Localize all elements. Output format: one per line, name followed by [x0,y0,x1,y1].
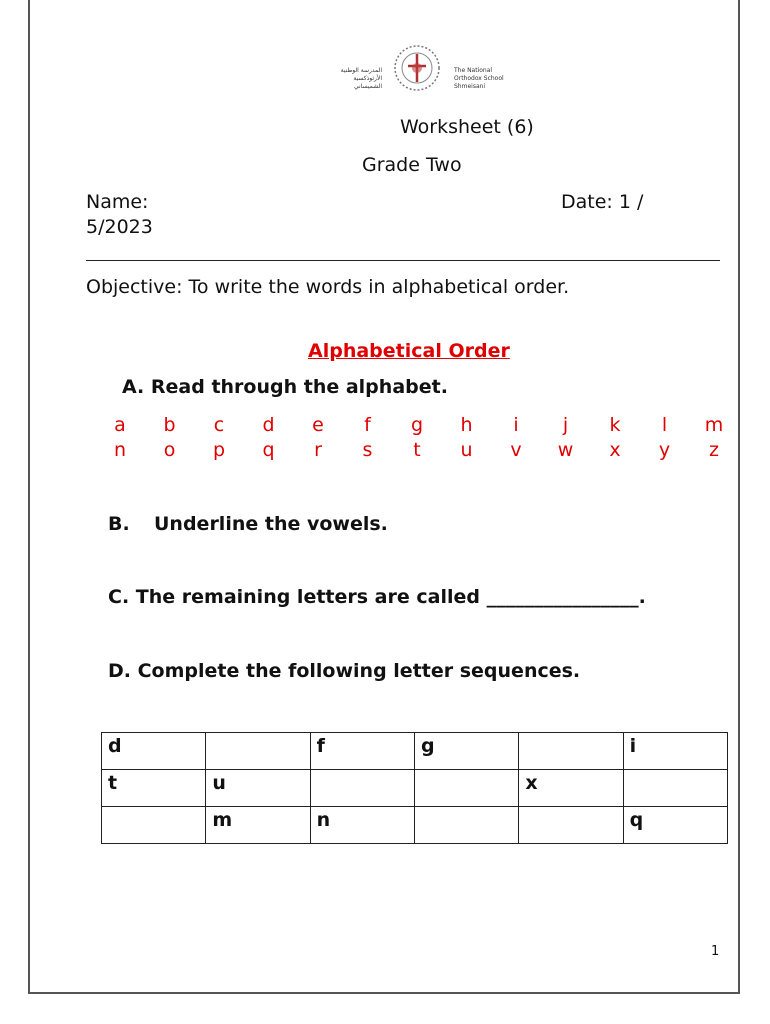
header-divider [86,260,720,261]
alphabet-letter: m [704,414,724,436]
alphabet-letter: g [410,414,424,436]
alphabet-letter: v [510,439,522,461]
sequence-cell[interactable]: q [623,807,727,844]
sequence-cell[interactable] [623,770,727,807]
table-row [102,733,728,770]
alphabet-letter: j [562,414,569,436]
sequence-cell[interactable] [414,770,518,807]
alphabet-letter: b [163,414,176,436]
alphabet-letter: s [362,439,373,461]
sequence-cell[interactable] [206,733,310,770]
sequence-cell[interactable]: t [102,770,206,807]
sequence-cell[interactable]: u [206,770,310,807]
letter-sequence-table [101,732,728,844]
alphabet-letter: z [709,439,719,461]
sequence-cell[interactable] [414,807,518,844]
alphabet-letter: o [163,439,176,461]
part-a-instruction: A. Read through the alphabet. [122,376,448,398]
date-label: Date: 1 / [561,191,644,213]
alphabet-letter: q [262,439,275,461]
svg-text:Orthodox School: Orthodox School [454,75,504,82]
alphabet-letter: p [212,439,226,461]
logo-arabic-text: المدرسة الوطنية [340,67,382,74]
part-b-instruction: Underline the vowels. [154,513,388,535]
table-row [102,807,728,844]
sequence-cell[interactable]: i [623,733,727,770]
alphabet-letter: d [262,414,275,436]
alphabet-letter: t [413,439,421,461]
grade-label: Grade Two [362,154,462,176]
objective-text: Objective: To write the words in alphabetical order. [86,276,570,298]
alphabet-letter: y [658,439,671,461]
sequence-cell[interactable] [102,807,206,844]
alphabet-row-1 [110,414,724,436]
worksheet-page [28,0,740,994]
alphabet-letter: i [513,414,519,436]
alphabet-letter: l [661,414,668,436]
page-number: 1 [711,944,720,959]
section-heading: Alphabetical Order [308,340,510,362]
date-year: 5/2023 [86,216,153,238]
sequence-cell[interactable] [310,770,414,807]
alphabet-letter: f [364,414,371,436]
sequence-cell[interactable] [519,807,623,844]
name-label: Name: [86,191,149,213]
sequence-cell[interactable]: m [206,807,310,844]
alphabet-letter: w [557,439,574,461]
svg-text:الأرثوذكسية: الأرثوذكسية [353,75,382,82]
sequence-cell[interactable]: x [519,770,623,807]
alphabet-letter: n [113,439,127,461]
alphabet-letter: u [460,439,473,461]
alphabet-row-2 [110,439,724,461]
worksheet-title: Worksheet (6) [400,116,534,138]
sequence-cell[interactable] [519,733,623,770]
alphabet-letter: x [609,439,621,461]
alphabet-letter: a [114,414,126,436]
alphabet-letter: k [609,414,621,436]
svg-text:الشميساني: الشميساني [354,83,382,90]
alphabet-letter: c [213,414,225,436]
part-c-instruction: C. The remaining letters are called ________________. [108,586,646,608]
school-logo [322,42,512,100]
svg-text:Shmeisani: Shmeisani [454,83,486,90]
table-row [102,770,728,807]
logo-english-text: The National [454,67,493,74]
part-d-instruction: D. Complete the following letter sequences. [108,660,581,682]
alphabet-letter: e [312,414,324,436]
sequence-cell[interactable]: d [102,733,206,770]
alphabet-letter: r [314,439,322,461]
sequence-cell[interactable]: f [310,733,414,770]
sequence-cell[interactable]: g [414,733,518,770]
part-b-letter: B. [108,513,130,535]
alphabet-letter: h [460,414,473,436]
sequence-cell[interactable]: n [310,807,414,844]
